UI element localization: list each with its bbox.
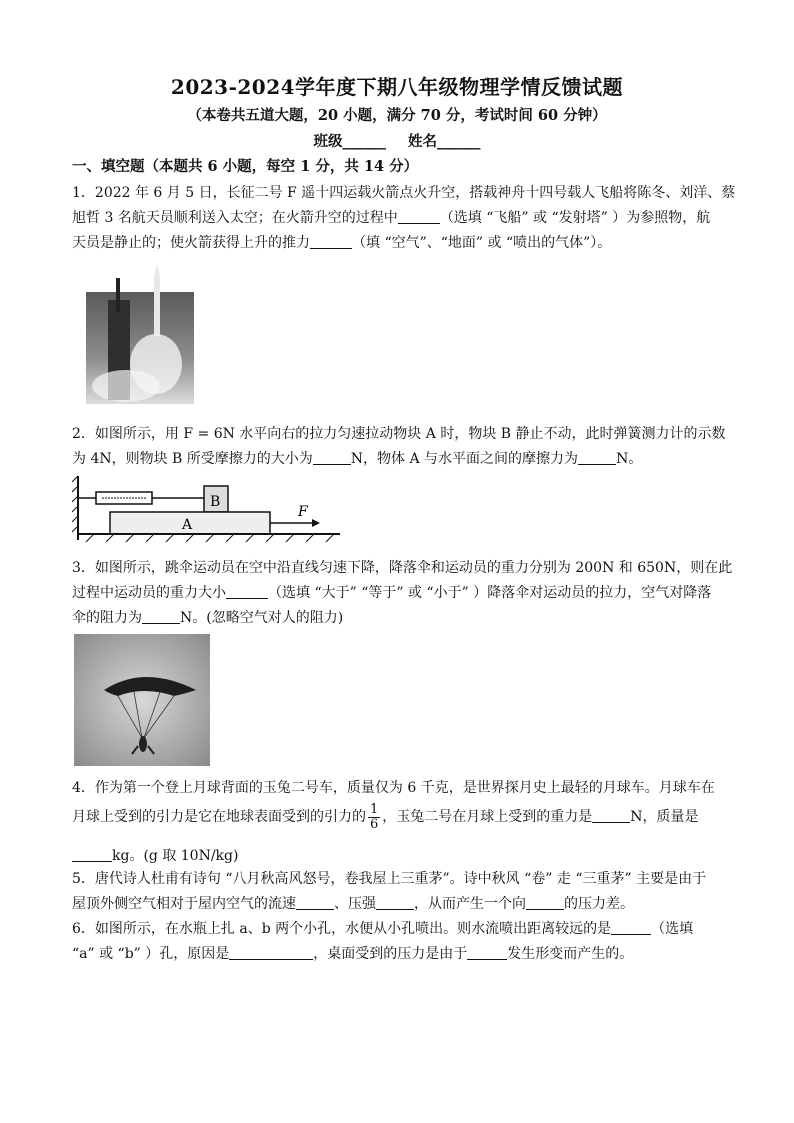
q4-blank-2[interactable] bbox=[72, 849, 112, 862]
q5-blank-1[interactable] bbox=[296, 897, 334, 910]
q6-blank-3[interactable] bbox=[467, 947, 507, 960]
q3-line-2: 过程中运动员的重力大小 （选填 “大于” “等于” 或 “小于” ）降落伞对运动员的拉力，空气对降落 bbox=[72, 585, 712, 601]
q5-line-2: 屋顶外侧空气相对于屋内空气的流速 、压强 ，从而产生一个向 的压力差。 bbox=[72, 896, 634, 912]
q4-line-2: 月球上受到的引力是它在地球表面受到的引力的 $\frac{1}{6}$ ，玉兔二号在月球上受到的重力是 N，质量是 bbox=[72, 801, 699, 832]
q3-line-3: 伞的阻力为 N。(忽略空气对人的阻力) bbox=[72, 610, 344, 626]
name-label: 姓名______ bbox=[408, 133, 481, 150]
q2-line-1: 2．如图所示，用 F = 6N 水平向右的拉力匀速拉动物块 A 时，物块 B 静止不动，此时弹簧测力计的示数 bbox=[72, 426, 726, 442]
class-label: 班级______ bbox=[313, 133, 386, 150]
q3-blank-2[interactable] bbox=[142, 611, 180, 624]
q1-line-1: 1．2022 年 6 月 5 日，长征二号 F 遥十四运载火箭点火升空，搭载神舟十四号载人飞船将陈冬、刘洋、蔡 bbox=[72, 185, 736, 201]
q1-line-2: 旭哲 3 名航天员顺利送入太空；在火箭升空的过程中 （选填 “飞船” 或 “发射塔” ）为参照物，航 bbox=[72, 210, 711, 226]
q6-line-1: 6．如图所示，在水瓶上扎 a、b 两个小孔，水便从小孔喷出。则水流喷出距离较远的是 （选填 bbox=[72, 921, 694, 937]
q3-blank-1[interactable] bbox=[226, 586, 268, 599]
block-b-label: B bbox=[210, 494, 221, 510]
q1-line-3: 天员是静止的；使火箭获得上升的推力 （填 “空气”、“地面” 或 “喷出的气体”）。 bbox=[72, 235, 612, 251]
force-f-label: F bbox=[298, 504, 308, 520]
q5-blank-3[interactable] bbox=[526, 897, 564, 910]
parachutist-photo bbox=[74, 634, 210, 766]
q6-blank-1[interactable] bbox=[611, 922, 651, 935]
class-name-line bbox=[0, 130, 794, 151]
section-heading-fill-in: 一、填空题（本题共 6 小题，每空 1 分，共 14 分） bbox=[72, 158, 419, 175]
q2-blank-2[interactable] bbox=[578, 452, 616, 465]
q1-blank-1[interactable] bbox=[398, 211, 440, 224]
exam-subtitle: （本卷共五道大题，20 小题，满分 70 分，考试时间 60 分钟） bbox=[187, 107, 607, 124]
q4-line-1: 4．作为第一个登上月球背面的玉兔二号车，质量仅为 6 千克，是世界探月史上最轻的月球车。月球车在 bbox=[72, 780, 715, 796]
block-a-label: A bbox=[182, 517, 193, 533]
rocket-launch-photo bbox=[86, 264, 196, 404]
exam-title: 2023-2024学年度下期八年级物理学情反馈试题 bbox=[170, 75, 624, 99]
friction-blocks-diagram bbox=[72, 472, 344, 544]
q4-line-3: kg。(g 取 10N/kg) bbox=[72, 845, 722, 865]
fraction-one-sixth: $\frac{1}{6}$ bbox=[370, 801, 379, 832]
q4-blank-1[interactable] bbox=[592, 810, 630, 823]
q6-line-2: “a” 或 “b” ）孔，原因是 ，桌面受到的压力是由于 发生形变而产生的。 bbox=[72, 946, 634, 962]
q5-line-1: 5．唐代诗人杜甫有诗句 “八月秋高风怒号，卷我屋上三重茅”。诗中秋风 “卷” 走 “三重茅” 主要是由于 bbox=[72, 871, 707, 887]
q2-blank-1[interactable] bbox=[313, 452, 351, 465]
q6-blank-2[interactable] bbox=[229, 947, 313, 960]
q5-blank-2[interactable] bbox=[376, 897, 414, 910]
q3-line-1: 3．如图所示，跳伞运动员在空中沿直线匀速下降，降落伞和运动员的重力分别为 200N 和 650N，则在此 bbox=[72, 560, 733, 576]
q2-line-2: 为 4N，则物块 B 所受摩擦力的大小为 N，物体 A 与水平面之间的摩擦力为 N。 bbox=[72, 451, 643, 467]
q1-blank-2[interactable] bbox=[310, 236, 352, 249]
